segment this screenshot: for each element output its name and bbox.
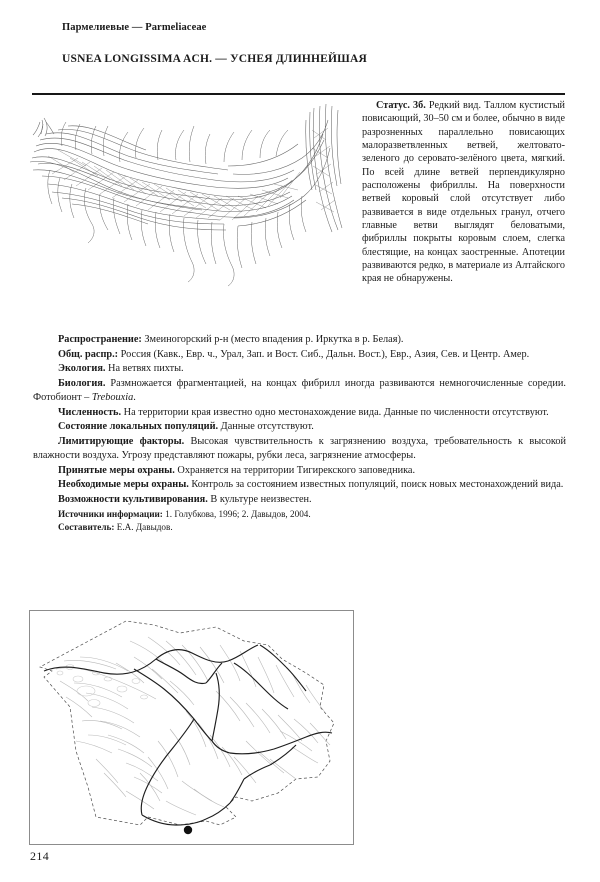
section-label: Принятые меры охраны. — [58, 464, 175, 476]
status-column — [362, 99, 565, 286]
section-label: Лимитирующие факторы. — [58, 435, 185, 447]
section-text: Размножается фрагментацией, на концах фибрилл иногда развиваются немногочисленные соредии. Фотобионт – — [33, 377, 566, 404]
section-text: Охраняется на территории Тигирекского заповедника. — [174, 464, 416, 476]
section-label: Состояние локальных популяций. — [58, 421, 219, 433]
section-prinyatye-mery — [33, 464, 566, 479]
section-text: Высокая чувствительность к загрязнению воздуха, требовательность к высокой влажности воздуха. Угрозу представляют пожары, рубки леса, загрязнение атмосферы. — [33, 435, 566, 462]
section-sostoyanie-populyaciy — [33, 420, 566, 435]
section-text: На территории края известно одно местонахождение вида. Данные по численности отсутствуют. — [121, 406, 549, 418]
section-vozmozhnosti-kultivirovaniya — [33, 493, 566, 508]
distribution-map — [29, 610, 354, 845]
section-text: Россия (Кавк., Евр. ч., Урал, Зап. и Вост. Сиб., Дальн. Вост.), Евр., Азия, Сев. и Центр. Амер. — [118, 348, 530, 360]
section-label: Общ. распр.: — [58, 348, 119, 360]
section-text: В культуре неизвестен. — [207, 494, 312, 506]
family-header: Пармелиевые — Parmeliaceae — [62, 22, 207, 33]
section-limitiruyushchie-faktory — [33, 435, 566, 464]
section-rasprostranenie — [33, 333, 566, 348]
compiler-label: Составитель: — [58, 521, 115, 532]
section-label: Распространение: — [58, 334, 142, 345]
header-rule — [32, 93, 565, 95]
section-label: Биология. — [58, 377, 106, 389]
photobiont-name: Trebouxia — [91, 392, 134, 404]
section-text: На ветвях пихты. — [105, 363, 184, 375]
sources-text: 1. Голубкова, 1996; 2. Давыдов, 2004. — [162, 508, 311, 519]
compiler-text: Е.А. Давыдов. — [114, 521, 173, 532]
section-text: Данные отсутствуют. — [218, 421, 314, 433]
lichen-illustration — [28, 100, 350, 328]
section-neobhodimye-mery — [33, 478, 566, 493]
section-text: Контроль за состоянием известных популяций, поиск новых местонахождений вида. — [188, 479, 564, 491]
section-obshch-raspr — [33, 348, 566, 363]
sources-line — [33, 508, 566, 521]
status-label: Статус. 3б. — [376, 100, 426, 111]
section-label: Экология. — [58, 363, 106, 375]
section-text: Змеиногорский р-н (место впадения р. Иркутка в р. Белая). — [141, 334, 404, 345]
locality-point — [184, 826, 192, 834]
section-label: Необходимые меры охраны. — [58, 479, 189, 491]
species-photo — [28, 100, 350, 328]
section-ekologiya — [33, 362, 566, 377]
section-label: Возможности культивирования. — [58, 494, 208, 506]
compiler-line — [33, 521, 566, 534]
species-account-body — [33, 333, 566, 534]
species-title: USNEA LONGISSIMA ACH. — УСНЕЯ ДЛИННЕЙШАЯ — [62, 53, 367, 65]
section-text-tail: . — [133, 392, 136, 404]
section-label: Численность. — [58, 406, 122, 418]
status-description: Таллом кустистый повисающий, 30–50 см и более, обычно в виде разрозненных параллельно повисающих малоразветвленных ветвей, желтовато-зеленого до серовато-зелёного цвета, мягкий. По всей длине ветвей перпендикулярно расположены фибриллы. На поверхности ветвей коровый слой отсутствует либо развивается в виде отдельных гранул, отчего главные ветви выглядят беловатыми, фибриллы покрыты коровым слоем, слегка блестящие, на концах заостренные. Апотеции развиваются редко, в материале из Алтайского края не обнаружены. — [362, 100, 565, 285]
page-number: 214 — [30, 849, 50, 863]
section-chislennost — [33, 406, 566, 421]
section-biologiya — [33, 377, 566, 406]
sources-label: Источники информации: — [58, 508, 163, 519]
status-value: Редкий вид. — [428, 100, 482, 111]
map-graphic — [30, 611, 351, 842]
